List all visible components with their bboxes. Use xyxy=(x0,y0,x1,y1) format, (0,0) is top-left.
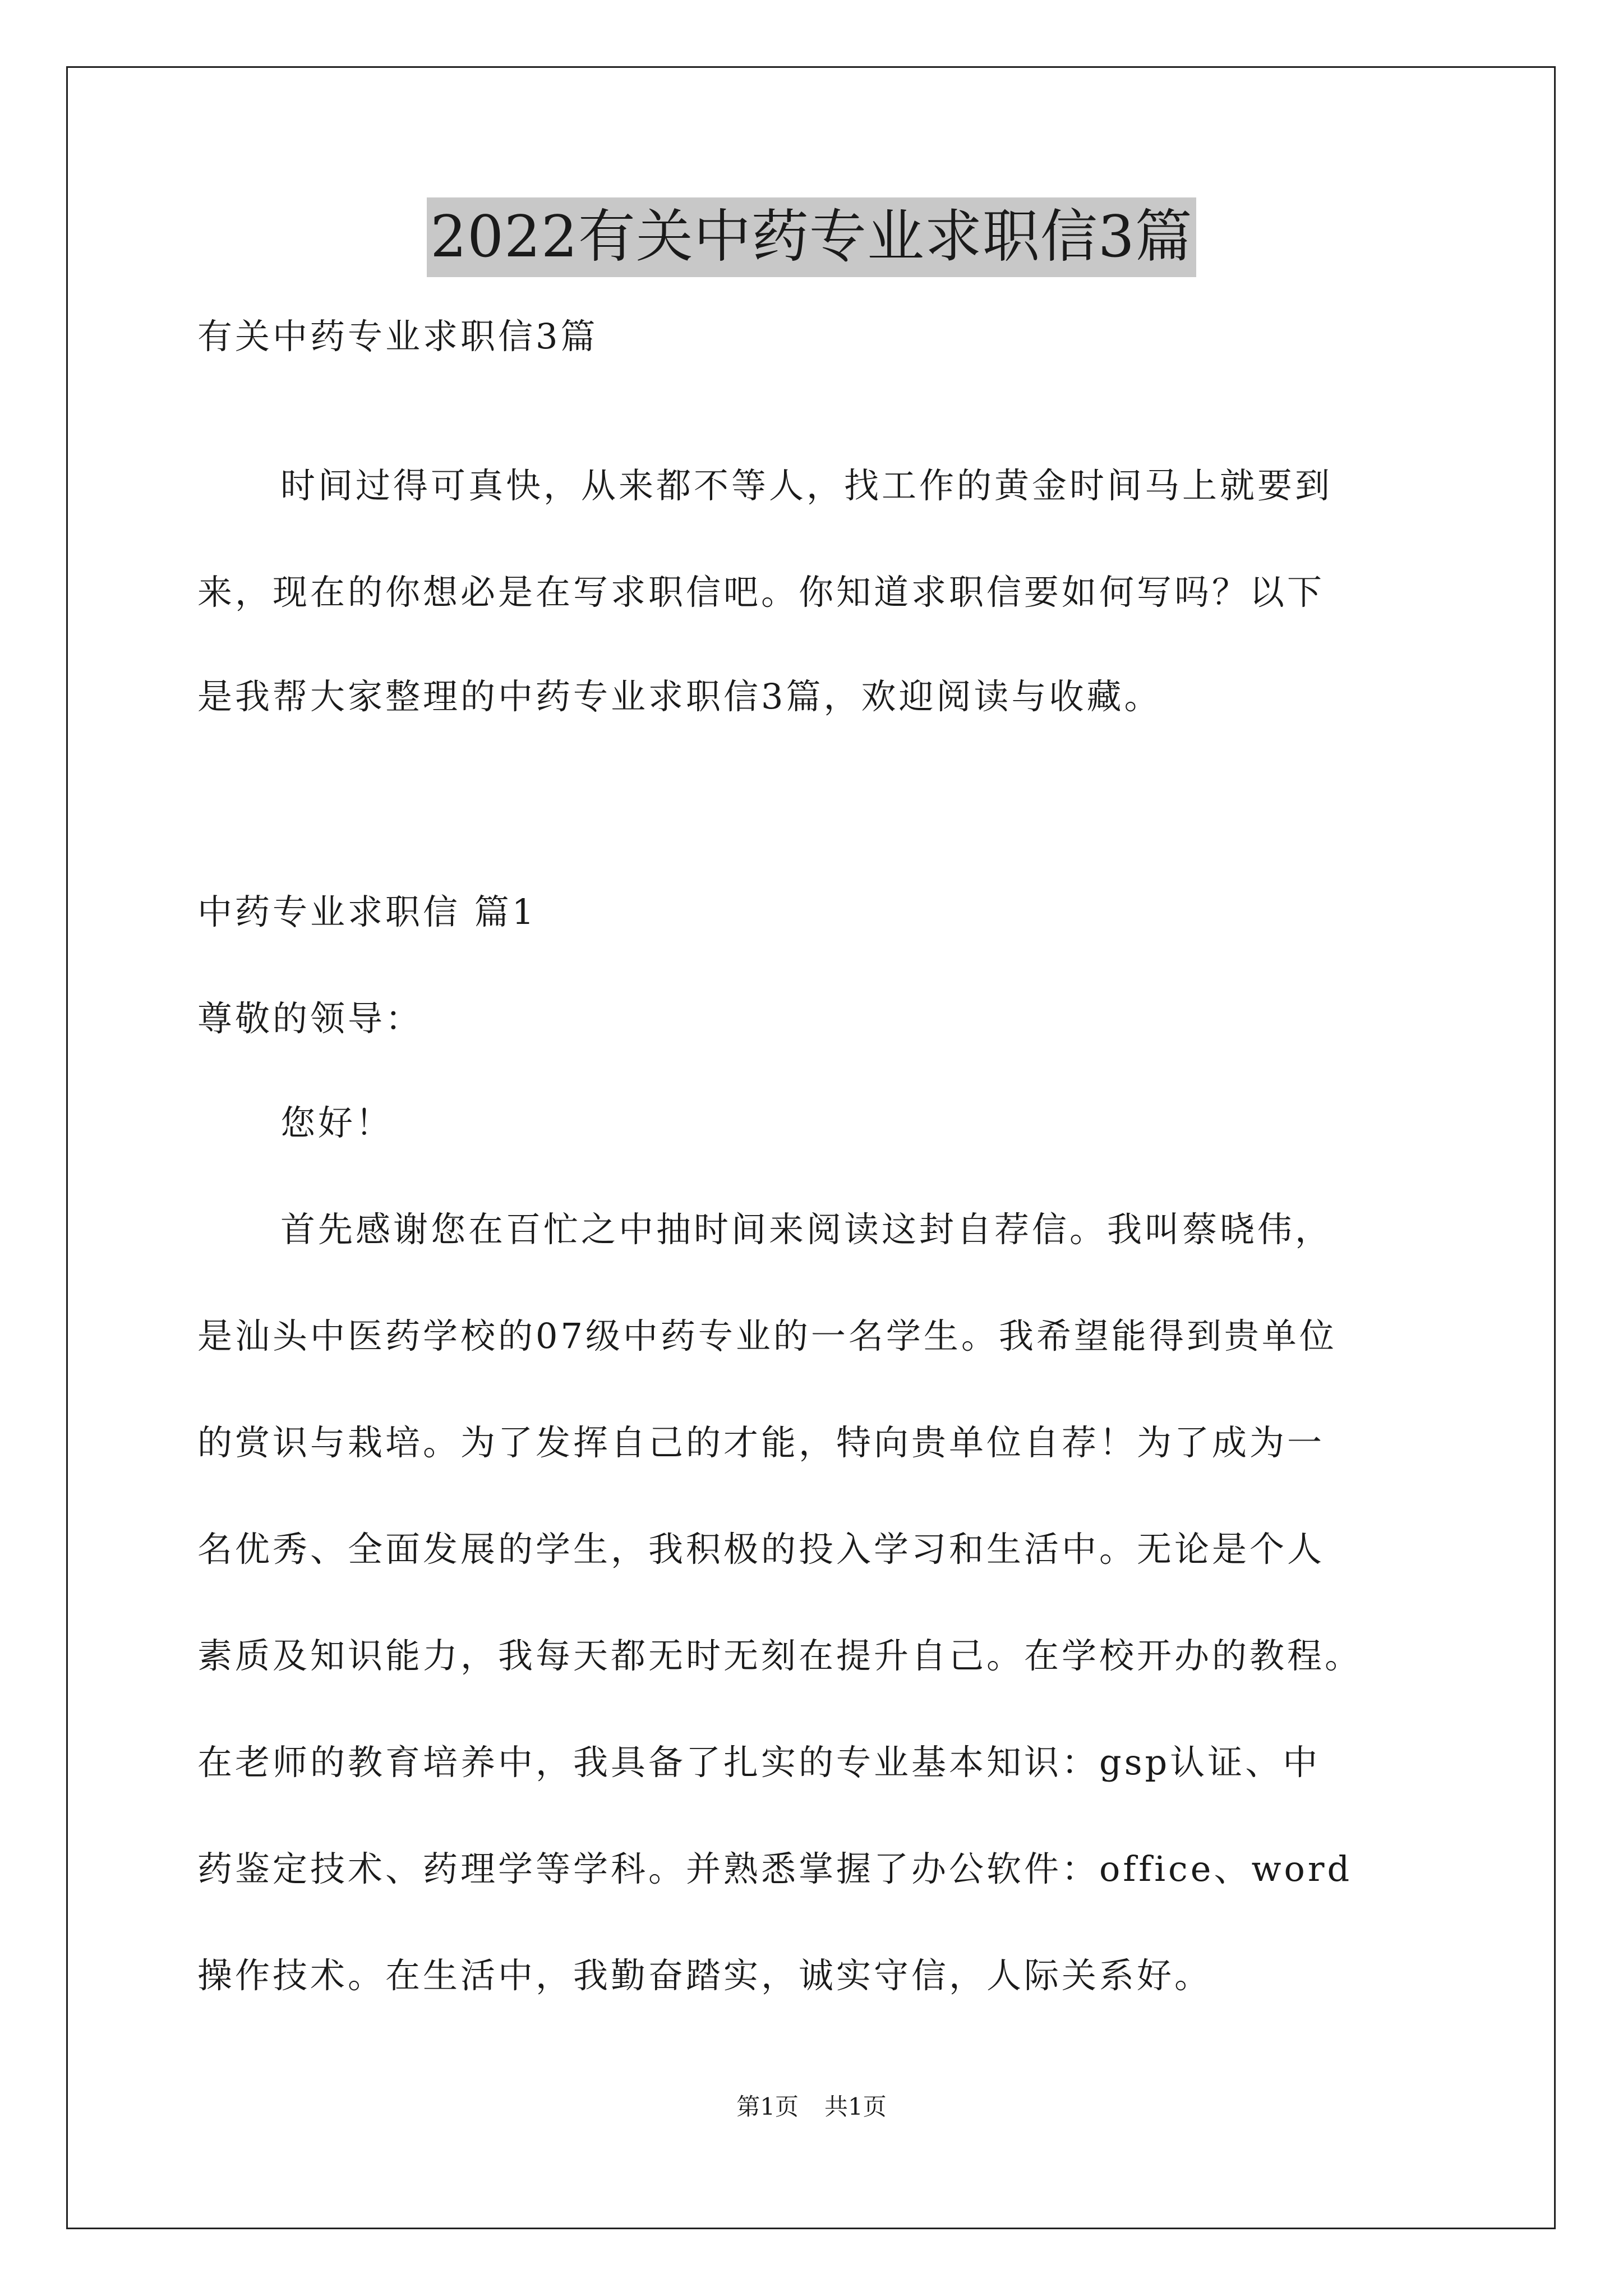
page-number-label: 第1页 xyxy=(736,2093,799,2120)
section-heading: 中药专业求职信 篇1 xyxy=(197,891,537,932)
body-line-2: 是汕头中医药学校的07级中药专业的一名学生。我希望能得到贵单位 xyxy=(197,1315,1337,1356)
intro-line-2: 来，现在的你想必是在写求职信吧。你知道求职信要如何写吗？以下 xyxy=(197,572,1325,613)
body-line-7: 药鉴定技术、药理学等学科。并熟悉掌握了办公软件：office、word xyxy=(197,1848,1353,1889)
body-line-6: 在老师的教育培养中，我具备了扎实的专业基本知识：gsp认证、中 xyxy=(197,1742,1321,1783)
body-line-4: 名优秀、全面发展的学生，我积极的投入学习和生活中。无论是个人 xyxy=(197,1529,1325,1570)
body-line-3: 的赏识与栽培。为了发挥自己的才能，特向贵单位自荐！为了成为一 xyxy=(197,1422,1325,1463)
intro-line-3: 是我帮大家整理的中药专业求职信3篇，欢迎阅读与收藏。 xyxy=(197,676,1162,717)
page-footer xyxy=(0,2090,1623,2124)
document-title: 2022有关中药专业求职信3篇 xyxy=(427,197,1196,277)
greeting: 您好！ xyxy=(280,1102,394,1143)
page-border xyxy=(66,66,1556,2229)
total-pages-label: 共1页 xyxy=(824,2093,887,2120)
body-line-8: 操作技术。在生活中，我勤奋踏实，诚实守信，人际关系好。 xyxy=(197,1955,1212,1996)
document-subtitle: 有关中药专业求职信3篇 xyxy=(197,316,598,357)
title-container xyxy=(0,197,1623,277)
body-line-5: 素质及知识能力，我每天都无时无刻在提升自己。在学校开办的教程。 xyxy=(197,1635,1363,1676)
intro-line-1: 时间过得可真快，从来都不等人，找工作的黄金时间马上就要到 xyxy=(280,465,1333,506)
body-line-1: 首先感谢您在百忙之中抽时间来阅读这封自荐信。我叫蔡晓伟， xyxy=(280,1209,1333,1250)
salutation: 尊敬的领导： xyxy=(197,998,423,1039)
